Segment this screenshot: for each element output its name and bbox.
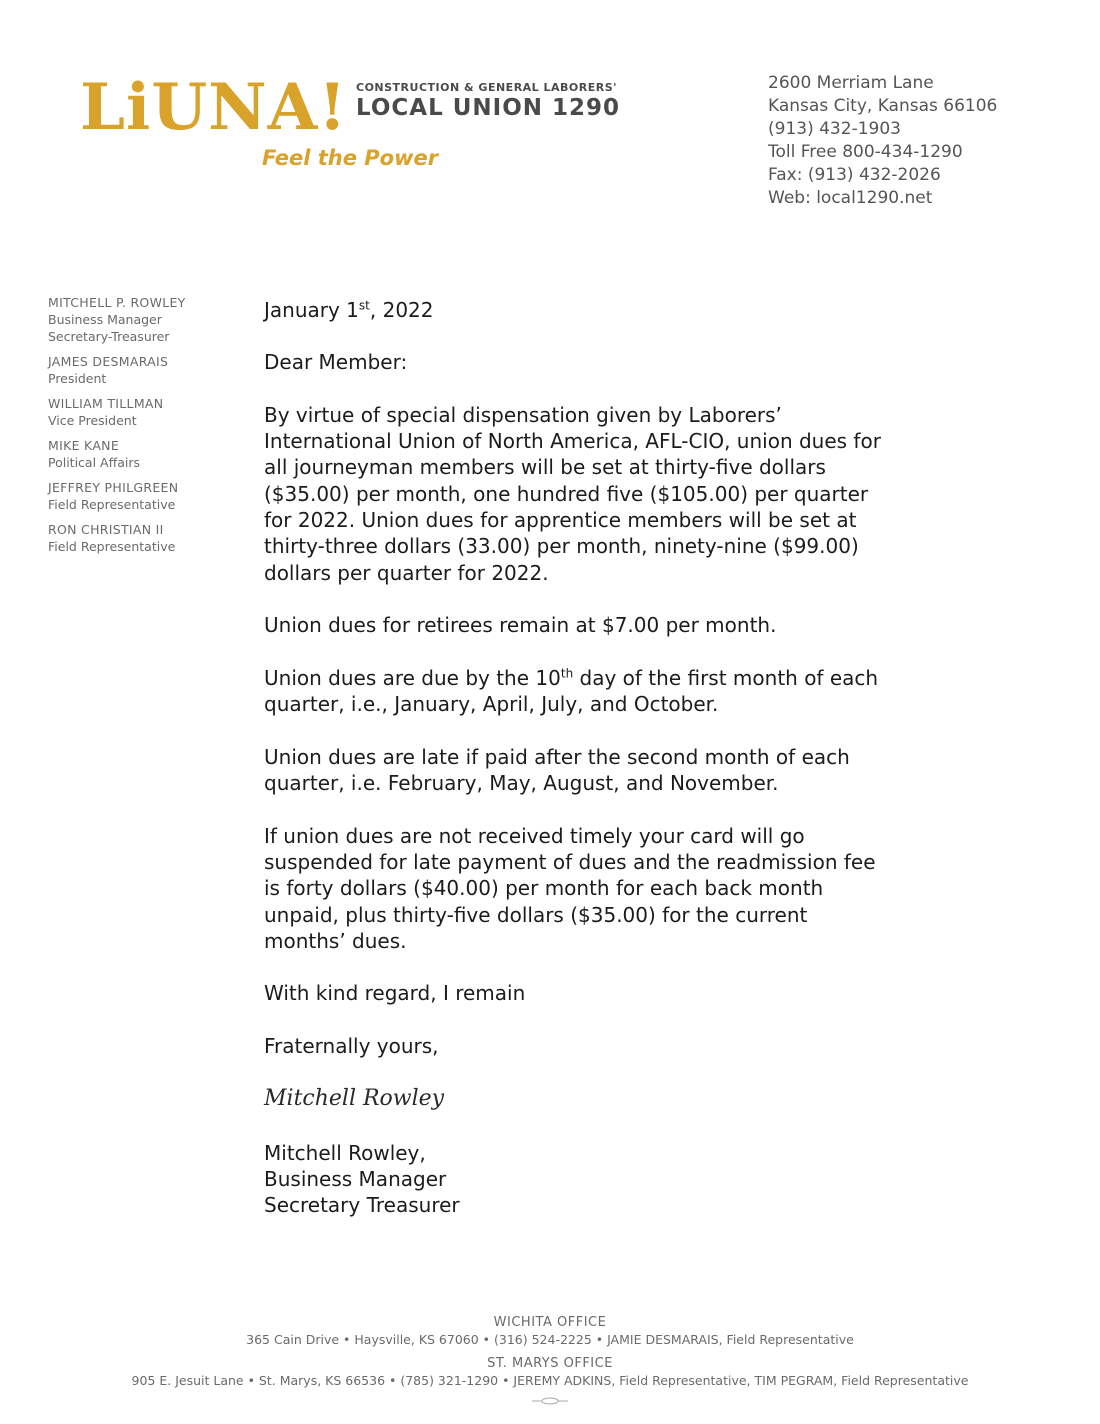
paragraph-suspension [264, 823, 984, 954]
date-month: January 1 [264, 298, 359, 322]
paragraph-retirees: Union dues for retirees remain at $7.00 per month. [264, 613, 777, 638]
staff-title: Business Manager [48, 312, 162, 327]
letterhead-footer [0, 1314, 1100, 1409]
text-line: all journeyman members will be set at thirty-five dollars [264, 455, 826, 480]
staff-title: Political Affairs [48, 455, 140, 470]
staff-name: JAMES DESMARAIS [48, 354, 169, 369]
signer-title: Business Manager [264, 1166, 447, 1191]
office-address: 905 E. Jesuit Lane • St. Marys, KS 66536 • (785) 321-1290 • JEREMY ADKINS, Field Representative, TIM PEGRAM, Field Representative [131, 1373, 969, 1388]
staff-title: Vice President [48, 413, 137, 428]
office-address: 365 Cain Drive • Haysville, KS 67060 • (316) 524-2225 • JAMIE DESMARAIS, Field Representative [246, 1332, 854, 1347]
signer-title: Secretary Treasurer [264, 1193, 460, 1218]
staff-member [48, 353, 248, 387]
text-line: is forty dollars ($40.00) per month for each back month [264, 876, 824, 901]
staff-name: WILLIAM TILLMAN [48, 396, 164, 411]
text-line: day of the first month of each [573, 665, 879, 690]
staff-title: President [48, 371, 107, 386]
text-line: Union dues are late if paid after the second month of each [264, 744, 850, 769]
contact-web: Web: local1290.net [768, 188, 933, 208]
contact-street: 2600 Merriam Lane [768, 73, 934, 93]
handwritten-signature: Mitchell Rowley [264, 1085, 445, 1111]
logo-subtitle-small: CONSTRUCTION & GENERAL LABORERS' [356, 81, 618, 94]
valediction: Fraternally yours, [264, 1034, 439, 1059]
text-line: unpaid, plus thirty-five dollars ($35.00) for the current [264, 902, 808, 927]
staff-member [48, 294, 248, 345]
staff-name: MIKE KANE [48, 438, 120, 453]
union-bug-icon [0, 1396, 1100, 1409]
staff-member [48, 479, 248, 513]
text-line: for 2022. Union dues for apprentice members will be set at [264, 508, 857, 533]
logo-subtitle-large: LOCAL UNION 1290 [356, 95, 621, 121]
logo-tagline: Feel the Power [262, 146, 439, 170]
text-line: ($35.00) per month, one hundred five ($105.00) per quarter [264, 481, 869, 506]
text-line: quarter, i.e. February, May, August, and November. [264, 771, 779, 796]
staff-name: MITCHELL P. ROWLEY [48, 295, 186, 310]
letter-date [264, 297, 984, 323]
date-ordinal: st [358, 298, 370, 313]
staff-member [48, 437, 248, 471]
office-name: ST. MARYS OFFICE [487, 1356, 613, 1371]
ordinal-suffix: th [560, 666, 574, 681]
letter-body [264, 297, 984, 1245]
staff-member [48, 521, 248, 555]
union-logo [80, 70, 640, 180]
staff-name: RON CHRISTIAN II [48, 522, 164, 537]
paragraph-dues-rates [264, 402, 984, 586]
text-line: quarter, i.e., January, April, July, and October. [264, 692, 719, 717]
contact-block [768, 72, 997, 210]
text-line: thirty-three dollars (33.00) per month, ninety-nine ($99.00) [264, 534, 859, 559]
contact-fax: Fax: (913) 432-2026 [768, 165, 941, 185]
staff-sidebar [48, 294, 248, 563]
text-line: By virtue of special dispensation given by Laborers’ [264, 402, 782, 427]
text-line: If union dues are not received timely your card will go [264, 823, 805, 848]
staff-title: Field Representative [48, 539, 176, 554]
text-line: International Union of North America, AFL-CIO, union dues for [264, 429, 881, 454]
closing-line: With kind regard, I remain [264, 981, 526, 1006]
signer-block [264, 1140, 984, 1219]
contact-phone: (913) 432-1903 [768, 119, 901, 139]
signer-name: Mitchell Rowley, [264, 1140, 426, 1165]
staff-member [48, 395, 248, 429]
staff-title-secondary: Secretary-Treasurer [48, 329, 170, 344]
staff-name: JEFFREY PHILGREEN [48, 480, 179, 495]
contact-city: Kansas City, Kansas 66106 [768, 96, 998, 116]
logo-wordmark: LiUNA! [80, 70, 348, 145]
contact-tollfree: Toll Free 800-434-1290 [768, 142, 963, 162]
text-line: Union dues are due by the 10 [264, 665, 561, 690]
text-line: dollars per quarter for 2022. [264, 560, 549, 585]
office-name: WICHITA OFFICE [493, 1315, 607, 1330]
staff-title: Field Representative [48, 497, 176, 512]
paragraph-late [264, 744, 984, 797]
text-line: months’ dues. [264, 928, 407, 953]
salutation: Dear Member: [264, 350, 408, 375]
date-year: , 2022 [369, 298, 434, 322]
text-line: suspended for late payment of dues and the readmission fee [264, 849, 876, 874]
paragraph-due-date [264, 665, 984, 718]
